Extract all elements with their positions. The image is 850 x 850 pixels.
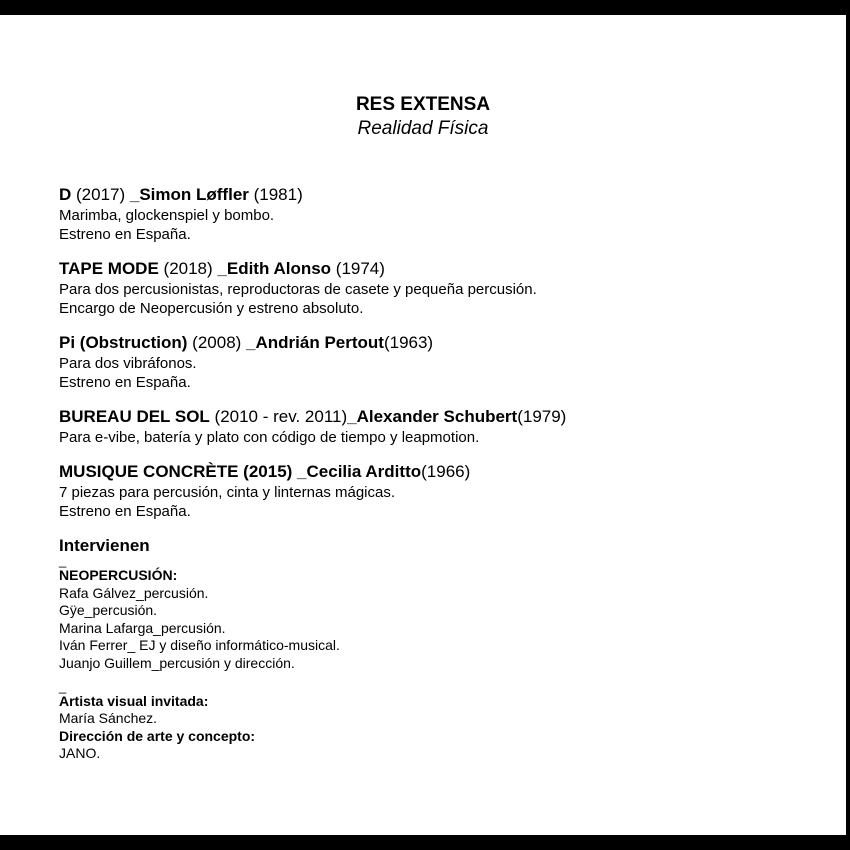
piece-description: 7 piezas para percusión, cinta y linternas mágicas. (59, 484, 396, 501)
program-content (59, 184, 819, 763)
piece-description: Estreno en España. (59, 503, 191, 520)
piece-composer-years: (1966) (421, 462, 471, 481)
piece-composer: _Simon Løffler (129, 185, 249, 204)
right-border-edge (846, 15, 850, 835)
piece-heading (59, 461, 819, 483)
art-direction-label: Dirección de arte y concepto: (59, 727, 256, 744)
piece-title: BUREAU DEL SOL (59, 407, 210, 426)
piece-composer-years: (1963) (383, 333, 434, 352)
credits-block (59, 553, 819, 763)
piece-description: Encargo de Neopercusión y estreno absoluto. (59, 300, 364, 317)
credits-spacer (59, 673, 819, 683)
piece-year: (2018) (158, 259, 218, 278)
piece-title: Pi (Obstruction) (59, 333, 188, 352)
piece-composer: _Edith Alonso (217, 259, 332, 278)
piece-description: Para dos percusionistas, reproductoras de casete y pequeña percusión. (59, 281, 537, 298)
art-direction-name: JANO. (59, 745, 101, 762)
piece-title: MUSIQUE CONCRÈTE (2015) (59, 462, 298, 481)
separator-dash: _ (59, 553, 67, 568)
piece-item (59, 406, 819, 447)
program-header (0, 93, 846, 141)
program-subtitle: Realidad Física (357, 118, 489, 139)
piece-composer: _Cecilia Arditto (297, 462, 422, 481)
member-item: Juanjo Guillem_percusión y dirección. (59, 654, 295, 671)
piece-title: D (59, 185, 72, 204)
piece-composer-years: (1979) (517, 407, 567, 426)
piece-description: Para dos vibráfonos. (59, 355, 197, 372)
separator-dash: _ (59, 678, 67, 694)
piece-composer-years: (1974) (331, 259, 385, 278)
piece-composer: _Alexander Schubert (347, 407, 518, 426)
piece-heading (59, 258, 819, 280)
piece-item (59, 461, 819, 521)
piece-year: (2008) (187, 333, 247, 352)
visual-artist-label: Artista visual invitada: (59, 692, 209, 709)
piece-description: Estreno en España. (59, 374, 191, 391)
piece-composer: _Andrián Pertout (246, 333, 384, 352)
member-item: Gÿe_percusión. (59, 602, 158, 619)
member-item: Iván Ferrer_ EJ y diseño informático-musical. (59, 637, 340, 654)
piece-title: TAPE MODE (59, 259, 159, 278)
member-item: Rafa Gálvez_percusión. (59, 584, 209, 601)
piece-item (59, 332, 819, 392)
intervienen-heading: Intervienen (59, 536, 150, 555)
piece-heading (59, 406, 819, 428)
piece-year: (2010 - rev. 2011) (209, 407, 348, 426)
ensemble-label: NEOPERCUSIÓN: (59, 567, 178, 583)
piece-description: Para e-vibe, batería y plato con código de tiempo y leapmotion. (59, 429, 480, 446)
piece-item (59, 184, 819, 244)
member-item: Marina Lafarga_percusión. (59, 619, 226, 636)
program-title: RES EXTENSA (355, 94, 491, 115)
piece-heading (59, 184, 819, 206)
piece-description: Estreno en España. (59, 226, 191, 243)
piece-year: (2017) (71, 185, 130, 204)
piece-heading (59, 332, 819, 354)
piece-description: Marimba, glockenspiel y bombo. (59, 207, 275, 224)
piece-item (59, 258, 819, 318)
piece-composer-years: (1981) (248, 185, 303, 204)
top-border-bar (0, 0, 850, 15)
visual-artist-name: María Sánchez. (59, 710, 158, 727)
bottom-border-bar (0, 835, 850, 850)
